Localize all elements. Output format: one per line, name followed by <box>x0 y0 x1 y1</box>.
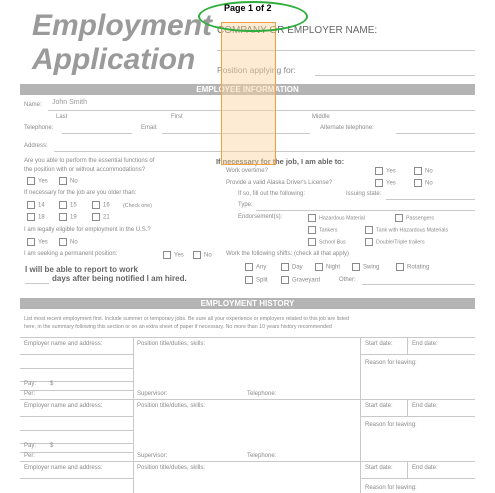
checkbox[interactable] <box>27 177 35 185</box>
endorse-double-triple[interactable]: Double/Triple trailers <box>365 238 425 246</box>
checkbox[interactable] <box>375 167 383 175</box>
employee-info-header: EMPLOYEE INFORMATION <box>20 84 475 95</box>
checkbox[interactable] <box>92 201 100 209</box>
position-line[interactable] <box>315 75 475 76</box>
report-line-1: I will be able to report to work <box>25 265 138 274</box>
title-employment: Employment <box>32 9 213 42</box>
telephone-label-history: Telephone: <box>247 453 277 459</box>
employer-label: Employer name and address: <box>24 403 103 409</box>
per-label: Per: <box>24 453 36 459</box>
block-1-div-a <box>133 337 134 399</box>
checkbox[interactable] <box>27 213 35 221</box>
endorse-passengers[interactable]: Passengers <box>395 214 434 222</box>
rule <box>360 416 475 417</box>
checkbox[interactable] <box>59 238 67 246</box>
r-header: If necessary for the job, I am able to: <box>216 157 345 166</box>
checkbox[interactable] <box>245 263 253 271</box>
r-license: Provide a valid Alaska Driver's License? <box>226 180 333 186</box>
end-date-label: End date: <box>412 403 438 409</box>
alt-telephone-label: Alternate telephone: <box>320 125 374 131</box>
type-line[interactable] <box>256 210 475 211</box>
checkbox[interactable] <box>308 214 316 222</box>
supervisor-label: Supervisor: <box>137 391 168 397</box>
rule <box>360 478 475 479</box>
address-label: Address: <box>24 143 48 149</box>
page-label: Page 1 of 2 <box>224 3 272 13</box>
block-1-div-c <box>407 337 408 354</box>
block-2-div-a <box>133 399 134 461</box>
checkbox[interactable] <box>245 276 253 284</box>
q-essential-2: the position with or without accommodations? <box>24 167 146 173</box>
shift-split[interactable]: Split <box>245 276 268 284</box>
checkbox[interactable] <box>281 276 289 284</box>
block-1-div-b <box>360 337 361 399</box>
checkbox[interactable] <box>193 251 201 259</box>
name-part-first: First <box>171 114 183 120</box>
r-fill: If so, fill out the following: <box>238 191 306 197</box>
checkbox[interactable] <box>59 213 67 221</box>
checkbox[interactable] <box>281 263 289 271</box>
checkbox[interactable] <box>365 226 373 234</box>
age-15[interactable]: 15 <box>59 201 77 209</box>
issuing-state-line[interactable] <box>386 199 475 200</box>
rule <box>20 452 133 453</box>
checkbox[interactable] <box>375 179 383 187</box>
company-label: COMPANY OR EMPLOYER NAME: <box>217 25 378 36</box>
rule <box>20 416 133 417</box>
name-part-last: Last <box>56 114 68 120</box>
shift-other: Other: <box>339 277 356 283</box>
rule <box>20 478 133 479</box>
history-intro-1: List most recent employment first. Include summer or temporary jobs. Be sure all your experience or employers related to this job are listed <box>24 316 350 322</box>
overtime-yes[interactable]: Yes <box>375 167 396 175</box>
q-eligible: I am legally eligible for employment in the U.S.? <box>24 227 151 233</box>
age-18[interactable]: 18 <box>27 213 45 221</box>
checkbox[interactable] <box>352 263 360 271</box>
shift-other-line[interactable] <box>362 284 475 285</box>
name-label: Name: <box>24 102 42 108</box>
block-3-div-b <box>360 461 361 493</box>
telephone-line[interactable] <box>62 133 132 134</box>
end-date-label: End date: <box>412 465 438 471</box>
checkbox[interactable] <box>414 179 422 187</box>
rule <box>20 443 133 444</box>
telephone-label: Telephone: <box>24 125 54 131</box>
block-2-div-b <box>360 399 361 461</box>
report-line-2: days after being notified I am hired. <box>52 274 187 283</box>
rule <box>20 354 133 355</box>
start-date-label: Start date: <box>365 403 393 409</box>
license-no[interactable]: No <box>414 179 433 187</box>
rule <box>20 368 133 369</box>
r-issuing: Issuing state: <box>346 191 382 197</box>
checkbox[interactable] <box>92 213 100 221</box>
rule <box>20 390 133 391</box>
check-one-note: (Check one) <box>123 203 152 209</box>
endorse-hazmat[interactable]: Hazardous Material <box>308 214 365 222</box>
employer-label: Employer name and address: <box>24 465 103 471</box>
endorse-school-bus[interactable]: School Bus <box>308 238 346 246</box>
checkbox[interactable] <box>315 263 323 271</box>
checkbox[interactable] <box>414 167 422 175</box>
r-shifts: Work the following shifts: (check all that apply) <box>226 251 349 257</box>
pay-symbol: $ <box>50 381 54 387</box>
shift-rotating[interactable]: Rotating <box>396 263 429 271</box>
start-date-label: Start date: <box>365 341 393 347</box>
position-label: Position applying for: <box>217 65 296 75</box>
eligible-yes[interactable]: Yes <box>27 238 48 246</box>
checkbox[interactable] <box>308 238 316 246</box>
per-label: Per: <box>24 391 36 397</box>
employment-history-header: EMPLOYMENT HISTORY <box>20 298 475 309</box>
shift-graveyard[interactable]: Graveyard <box>281 276 320 284</box>
checkbox[interactable] <box>27 238 35 246</box>
pay-label: Pay: <box>24 443 37 449</box>
reason-label: Reason for leaving: <box>365 485 417 491</box>
shift-swing[interactable]: Swing <box>352 263 379 271</box>
email-label: Email: <box>141 125 158 131</box>
essential-yes[interactable]: Yes <box>27 177 48 185</box>
block-3-div-c <box>407 461 408 478</box>
block-3-div-a <box>133 461 134 493</box>
checkbox[interactable] <box>59 201 67 209</box>
endorse-tank-hazmat[interactable]: Tank with Hazardous Materials <box>365 226 448 234</box>
name-value[interactable]: John Smith <box>52 99 88 106</box>
reason-label: Reason for leaving: <box>365 360 417 366</box>
checkbox[interactable] <box>27 201 35 209</box>
title-duties-label: Position title/duties, skills: <box>137 403 206 409</box>
age-21[interactable]: 21 <box>92 213 110 221</box>
checkbox[interactable] <box>396 263 404 271</box>
end-date-label: End date: <box>412 341 438 347</box>
supervisor-label: Supervisor: <box>137 453 168 459</box>
r-endorsements: Endorsement(s): <box>238 214 283 220</box>
highlight-rectangle <box>221 22 276 165</box>
start-date-label: Start date: <box>365 465 393 471</box>
q-older: If necessary for the job are you older than: <box>24 190 137 196</box>
endorse-tankers[interactable]: Tankers <box>308 226 338 234</box>
shift-night[interactable]: Night <box>315 263 340 271</box>
eligible-no[interactable]: No <box>59 238 78 246</box>
checkbox[interactable] <box>395 214 403 222</box>
history-intro-2: here, in the summary following this section or on an extra sheet of paper if necessary. No more than 10 years history recommended <box>24 324 332 330</box>
block-2-div-c <box>407 399 408 416</box>
age-14[interactable]: 14 <box>27 201 45 209</box>
rule <box>360 354 475 355</box>
title-application: Application <box>32 43 196 76</box>
checkbox[interactable] <box>365 238 373 246</box>
shift-day[interactable]: Day <box>281 263 303 271</box>
checkbox[interactable] <box>59 177 67 185</box>
license-yes[interactable]: Yes <box>375 179 396 187</box>
checkbox[interactable] <box>163 251 171 259</box>
telephone-label-history: Telephone: <box>247 391 277 397</box>
rule <box>20 381 133 382</box>
permanent-no[interactable]: No <box>193 251 212 259</box>
checkbox[interactable] <box>308 226 316 234</box>
employer-label: Employer name and address: <box>24 341 103 347</box>
overtime-no[interactable]: No <box>414 167 433 175</box>
pay-symbol: $ <box>50 443 54 449</box>
report-days-input[interactable] <box>25 283 49 284</box>
pay-label: Pay: <box>24 381 37 387</box>
q-permanent: I am seeking a permanent position: <box>24 251 118 257</box>
title-duties-label: Position title/duties, skills: <box>137 465 206 471</box>
r-overtime: Work overtime? <box>226 168 268 174</box>
shift-any[interactable]: Any <box>245 263 266 271</box>
permanent-yes[interactable]: Yes <box>163 251 184 259</box>
age-16[interactable]: 16 <box>92 201 110 209</box>
r-type: Type: <box>238 202 253 208</box>
essential-no[interactable]: No <box>59 177 78 185</box>
reason-label: Reason for leaving: <box>365 422 417 428</box>
age-19[interactable]: 19 <box>59 213 77 221</box>
title-duties-label: Position title/duties, skills: <box>137 341 206 347</box>
name-part-middle: Middle <box>312 114 330 120</box>
q-essential: Are you able to perform the essential functions of <box>24 158 155 164</box>
alt-telephone-line[interactable] <box>396 133 475 134</box>
rule <box>20 430 133 431</box>
